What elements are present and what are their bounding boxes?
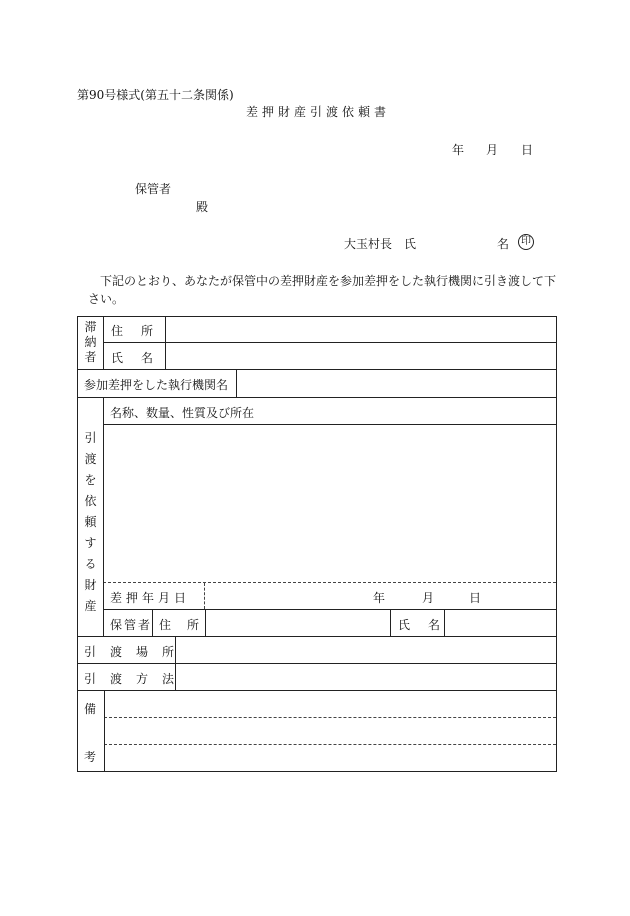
seizure-year-label: 年 [373,591,386,605]
property-desc-label: 名称、数量、性質及び所在 [110,406,255,420]
seal-icon: 印 [518,234,534,250]
custodian-name-field[interactable] [445,610,556,636]
custodian-label: 保管者 [110,618,153,632]
delivery-place-field[interactable] [176,637,556,663]
custodian-address-field[interactable] [206,610,390,636]
date-year-label: 年 [452,143,465,157]
delivery-place-label: 引 渡 場 所 [84,645,176,659]
date-month-label: 月 [486,143,499,157]
delivery-method-field[interactable] [176,664,556,690]
custodian-address-label: 住 所 [159,618,202,632]
agency-field[interactable] [237,370,556,397]
document-title: 差押財産引渡依頼書 [246,105,391,119]
seizure-month-label: 月 [422,591,435,605]
remarks-label-top: 備 [84,702,97,716]
sender-name-label: 名 [497,237,510,251]
remarks-label-bottom: 考 [84,750,97,764]
delinquent-label: 滞納者 [84,320,97,364]
delinquent-address-field[interactable] [166,317,556,342]
seizure-date-label: 差押年月日 [110,591,191,605]
seizure-day-label: 日 [469,591,482,605]
intro-line-1: 下記のとおり、あなたが保管中の差押財産を参加差押をした執行機関に引き渡して下 [100,274,557,288]
recipient-label: 保管者 [135,182,172,196]
intro-line-2: さい。 [88,292,125,306]
property-desc-field[interactable] [104,425,556,582]
sender-label: 大玉村長 氏 [344,237,417,251]
remarks-field[interactable] [105,691,556,771]
agency-label: 参加差押をした執行機関名 [84,378,229,392]
delinquent-name-label: 氏 名 [111,351,157,365]
delinquent-name-field[interactable] [166,343,556,369]
delivery-method-label: 引 渡 方 法 [84,672,176,686]
delinquent-address-label: 住 所 [111,324,157,338]
property-label: 引渡を依頼する財産 [84,431,97,613]
custodian-name-label: 氏 名 [398,618,444,632]
form-number: 第90号様式(第五十二条関係) [77,88,234,102]
date-day-label: 日 [521,143,534,157]
honorific-label: 殿 [196,200,209,214]
